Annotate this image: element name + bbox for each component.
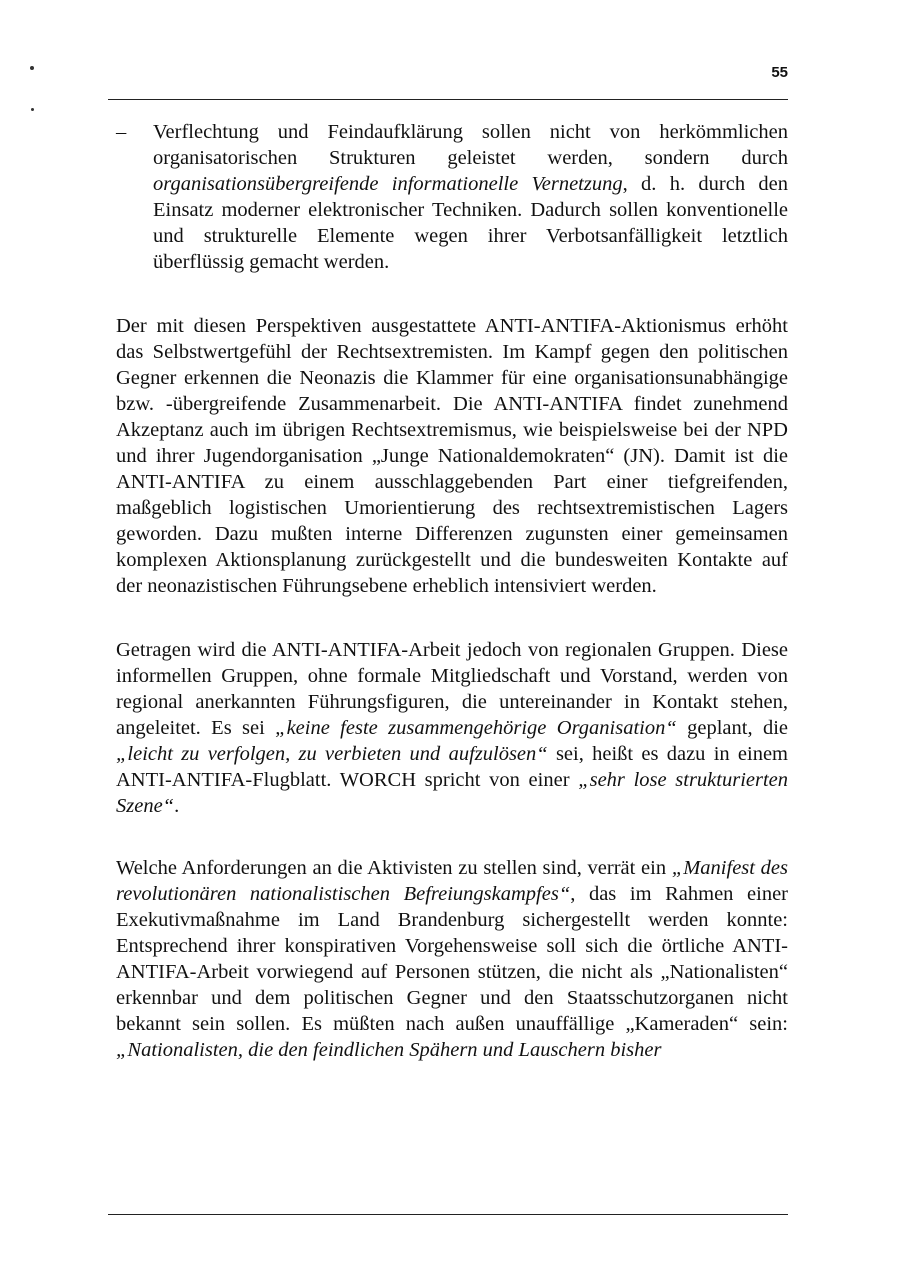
paragraph-text: sei, heißt es dazu in einem ANTI-ANTIFA-Flugblatt. WORCH spricht von einer xyxy=(116,743,788,791)
page-number: 55 xyxy=(771,64,788,81)
footer-rule xyxy=(108,1214,788,1215)
dash-marker: – xyxy=(116,121,127,143)
header-rule xyxy=(108,99,788,100)
paragraph-2 xyxy=(116,637,788,819)
paragraph-text: Getragen wird die ANTI-ANTIFA-Arbeit jedoch von regionalen Gruppen. Diese informellen Gruppen, ohne formale Mitgliedschaft und Vorstand, werden von regional anerkannten Führungsfiguren, die untereinander in Kontakt stehen, angeleitet. Es sei xyxy=(116,639,788,739)
quote-emphasis: „leicht zu verfolgen, zu verbieten und aufzulösen“ xyxy=(116,743,548,765)
paragraph-3 xyxy=(116,855,788,1063)
scan-speck xyxy=(31,108,34,111)
quote-emphasis: „keine feste zusammengehörige Organisation“ xyxy=(275,717,677,739)
scan-speck xyxy=(30,66,34,70)
bullet-text: Verflechtung und Feindaufklärung sollen nicht von herkömmlichen organisatorischen Strukturen geleistet werden, sondern durch xyxy=(153,121,788,169)
paragraph-text: Welche Anforderungen an die Aktivisten zu stellen sind, verrät ein xyxy=(116,857,672,879)
paragraph-text: . xyxy=(174,795,180,817)
paragraph-1: Der mit diesen Perspektiven ausgestattete ANTI-ANTIFA-Aktionismus erhöht das Selbstwertgefühl der Rechtsextremisten. Im Kampf gegen den politischen Gegner erkennen die Neonazis die Klammer für eine organisationsunabhängige bzw. -übergreifende Zusammenarbeit. Die ANTI-ANTIFA findet zunehmend Akzeptanz auch im übrigen Rechtsextremismus, wie beispielsweise bei der NPD und ihrer Jugendorganisation „Junge Nationaldemokraten“ (JN). Damit ist die ANTI-ANTIFA zu einem ausschlaggebenden Part einer tiefgreifenden, maßgeblich logistischen Umorientierung des rechtsextremistischen Lagers geworden. Dazu mußten interne Differenzen zugunsten einer gemeinsamen komplexen Aktionsplanung zurückgestellt und die bundesweiten Kontakte auf der neonazistischen Führungsebene erheblich intensiviert werden. xyxy=(116,315,788,597)
quote-emphasis: „Nationalisten, die den feindlichen Spähern und Lauschern bisher xyxy=(116,1039,662,1061)
bullet-text: , d. h. durch den Einsatz moderner elektronischer Techniken. Dadurch sollen konventionelle und strukturelle Elemente wegen ihrer Verbotsanfälligkeit letztlich überflüssig gemacht werden. xyxy=(153,173,788,273)
page-body xyxy=(116,119,788,1063)
bullet-emphasis: organisationsübergreifende informationelle Vernetzung xyxy=(153,173,623,195)
quote-emphasis: „sehr lose strukturierten Szene“ xyxy=(116,769,789,817)
paragraph-text: geplant, die xyxy=(676,717,788,739)
paragraph-text: , das im Rahmen einer Exekutivmaßnahme im Land Brandenburg sichergestellt werden konnte: Entsprechend ihrer konspirativen Vorgehensweise soll sich die örtliche ANTI-ANTIFA-Arbeit vorwiegend auf Personen stützen, die nicht als „Nationalisten“ erkennbar und dem politischen Gegner und den Staatsschutzorganen nicht bekannt sein sollen. Es müßten nach außen unauffällige „Kameraden“ sein: xyxy=(116,883,788,1035)
bullet-item xyxy=(116,119,788,275)
quote-emphasis: „Manifest des revolutionären nationalistischen Befreiungskampfes“ xyxy=(116,857,789,905)
